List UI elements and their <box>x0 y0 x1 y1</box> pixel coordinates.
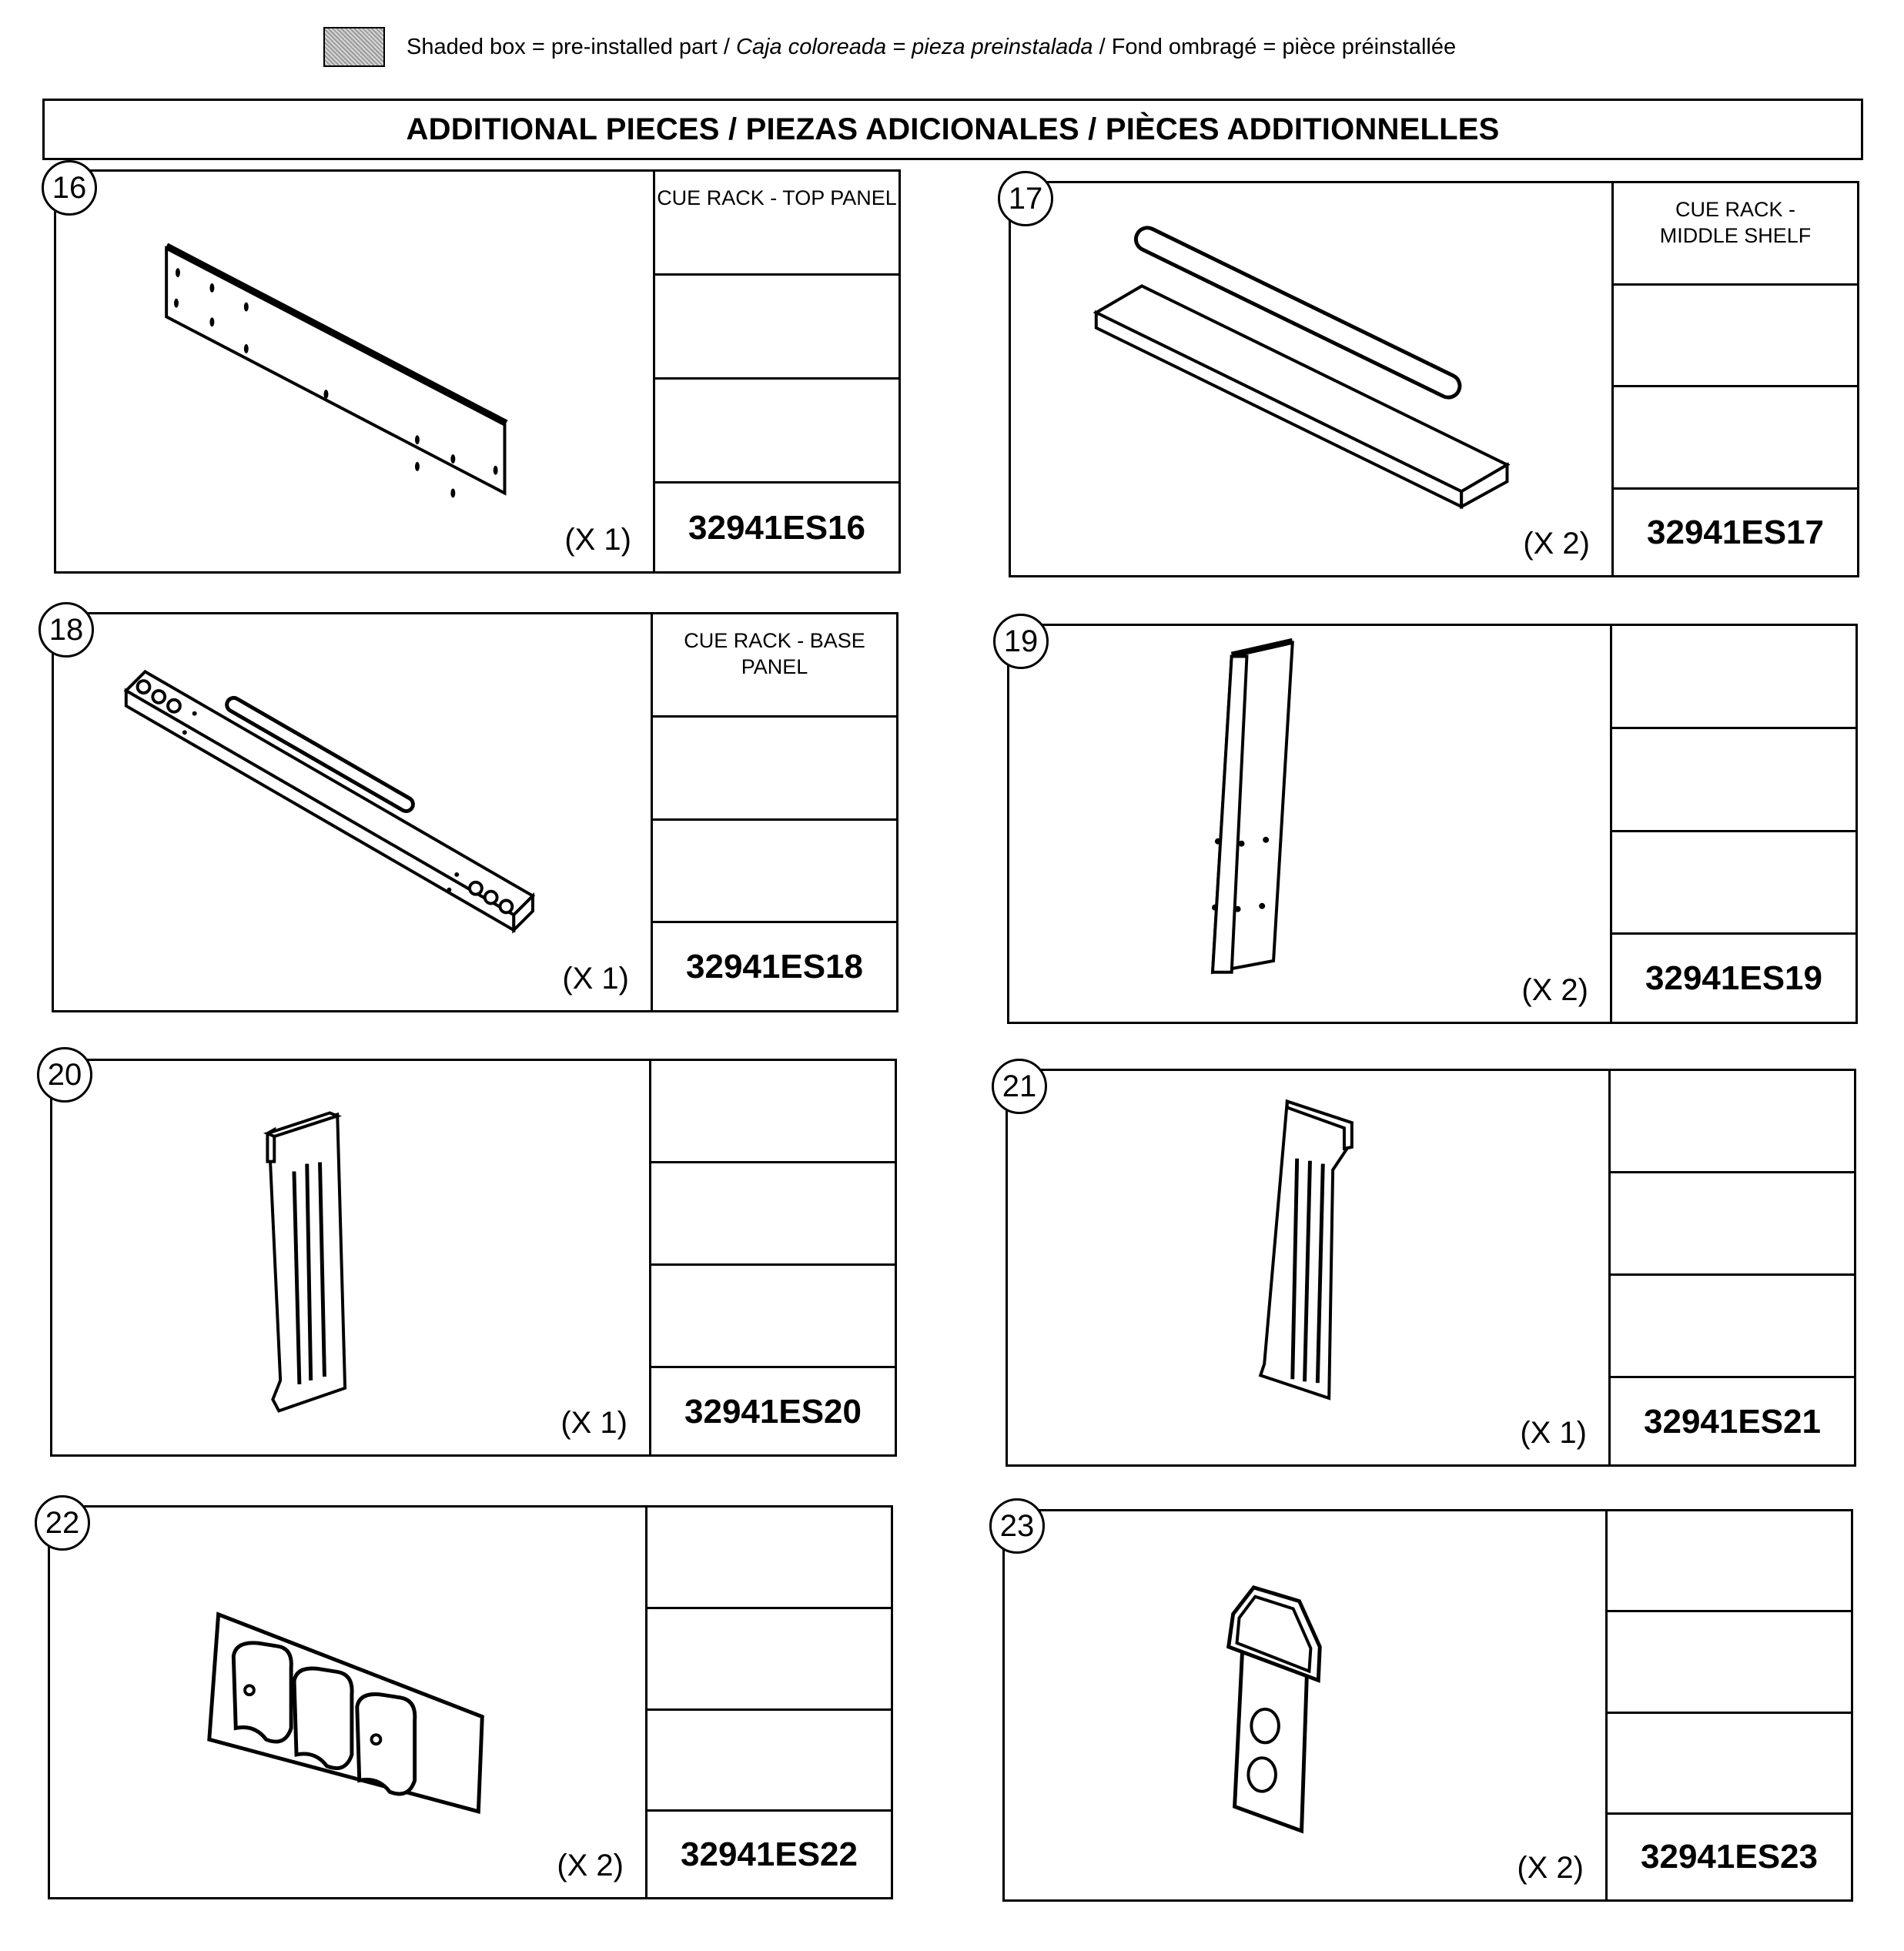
part-info-cell <box>655 380 898 484</box>
quantity-label: (X 2) <box>557 1849 624 1882</box>
part-info-cell <box>1612 729 1855 832</box>
part-number-badge: 19 <box>993 614 1049 669</box>
quantity-label: (X 1) <box>564 523 631 557</box>
part-panel-17 <box>1009 181 1859 577</box>
part-info-cell <box>1614 286 1857 388</box>
top-panel-illustration-icon <box>56 172 653 571</box>
part-number-badge: 16 <box>42 160 97 216</box>
part-info-cell <box>655 276 898 380</box>
part-info-cell <box>647 1609 891 1711</box>
part-info-cell <box>651 1266 895 1368</box>
shaded-box-swatch-icon <box>323 27 385 67</box>
part-panel-22 <box>48 1505 893 1899</box>
part-image-area <box>1008 1071 1611 1464</box>
part-code-cell: 32941ES23 <box>1641 1838 1818 1876</box>
part-image-area <box>1005 1511 1608 1899</box>
part-label-column <box>655 172 898 571</box>
part-panel-23 <box>1002 1509 1853 1902</box>
part-name-cell: CUE RACK - BASE PANEL <box>653 614 896 718</box>
part-name-cell <box>1608 1511 1851 1612</box>
left-upright-illustration-icon <box>52 1061 649 1454</box>
section-header <box>42 99 1863 160</box>
part-name-cell <box>647 1508 891 1609</box>
part-info-cell <box>651 1163 895 1266</box>
part-code-cell: 32941ES17 <box>1647 513 1824 551</box>
part-panel-20 <box>50 1059 897 1457</box>
quantity-label: (X 2) <box>1517 1851 1584 1885</box>
quantity-label: (X 1) <box>562 962 629 996</box>
part-info-cell <box>1612 832 1855 935</box>
base-panel-illustration-icon <box>54 614 651 1010</box>
legend-text-en: Shaded box = pre-installed part / <box>407 34 737 59</box>
part-image-area <box>52 1061 651 1454</box>
quantity-label: (X 2) <box>1523 527 1590 561</box>
part-image-area <box>1009 626 1612 1022</box>
legend-text-fr: / Fond ombragé = pièce préinstallée <box>1093 34 1457 59</box>
side-post-illustration-icon <box>1009 626 1610 1022</box>
part-info-cell <box>653 821 896 924</box>
part-name-cell <box>1612 626 1855 729</box>
part-code-cell: 32941ES19 <box>1645 959 1822 998</box>
part-code-cell: 32941ES20 <box>684 1392 862 1431</box>
part-code-cell: 32941ES21 <box>1644 1402 1821 1441</box>
part-name-cell: CUE RACK - TOP PANEL <box>655 172 898 276</box>
part-name-cell <box>1611 1071 1854 1173</box>
part-info-cell <box>1608 1714 1851 1815</box>
legend-text <box>407 35 1456 60</box>
part-label-column <box>1614 183 1857 575</box>
part-code-cell: 32941ES18 <box>686 948 863 986</box>
part-label-column <box>647 1508 891 1897</box>
part-info-cell <box>1611 1276 1854 1378</box>
legend <box>323 27 1456 67</box>
part-image-area <box>1011 183 1614 575</box>
part-number-badge: 18 <box>38 602 94 658</box>
part-panel-19 <box>1007 624 1858 1024</box>
part-number-badge: 17 <box>998 171 1053 226</box>
section-title: ADDITIONAL PIECES / PIEZAS ADICIONALES / PIÈCES ADDITIONNELLES <box>406 112 1500 146</box>
part-info-cell <box>1611 1173 1854 1276</box>
bracket-illustration-icon <box>1005 1511 1605 1899</box>
part-info-cell <box>1614 387 1857 490</box>
part-label-column <box>1612 626 1855 1022</box>
part-label-column <box>1611 1071 1854 1464</box>
cue-holder-clip-illustration-icon <box>50 1508 645 1897</box>
legend-text-es: Caja coloreada = pieza preinstalada <box>736 34 1093 59</box>
quantity-label: (X 1) <box>560 1406 627 1440</box>
part-number-badge: 21 <box>992 1059 1047 1114</box>
part-info-cell <box>653 718 896 821</box>
part-name-cell: CUE RACK - MIDDLE SHELF <box>1614 183 1857 286</box>
part-name-cell <box>651 1061 895 1163</box>
part-panel-21 <box>1006 1069 1856 1467</box>
part-label-column <box>653 614 896 1010</box>
part-image-area <box>50 1508 647 1897</box>
part-label-column <box>1608 1511 1851 1899</box>
middle-shelf-illustration-icon <box>1011 183 1611 575</box>
part-image-area <box>54 614 653 1010</box>
quantity-label: (X 1) <box>1520 1416 1587 1450</box>
part-number-badge: 20 <box>37 1047 92 1103</box>
part-info-cell <box>647 1711 891 1812</box>
right-upright-illustration-icon <box>1008 1071 1608 1464</box>
part-label-column <box>651 1061 895 1454</box>
part-panel-18 <box>52 612 898 1012</box>
quantity-label: (X 2) <box>1521 973 1588 1007</box>
part-code-cell: 32941ES22 <box>681 1836 858 1874</box>
part-number-badge: 22 <box>35 1495 90 1551</box>
part-panel-16 <box>54 169 901 574</box>
part-image-area <box>56 172 655 571</box>
part-code-cell: 32941ES16 <box>688 508 865 547</box>
part-info-cell <box>1608 1612 1851 1713</box>
part-number-badge: 23 <box>989 1498 1045 1554</box>
